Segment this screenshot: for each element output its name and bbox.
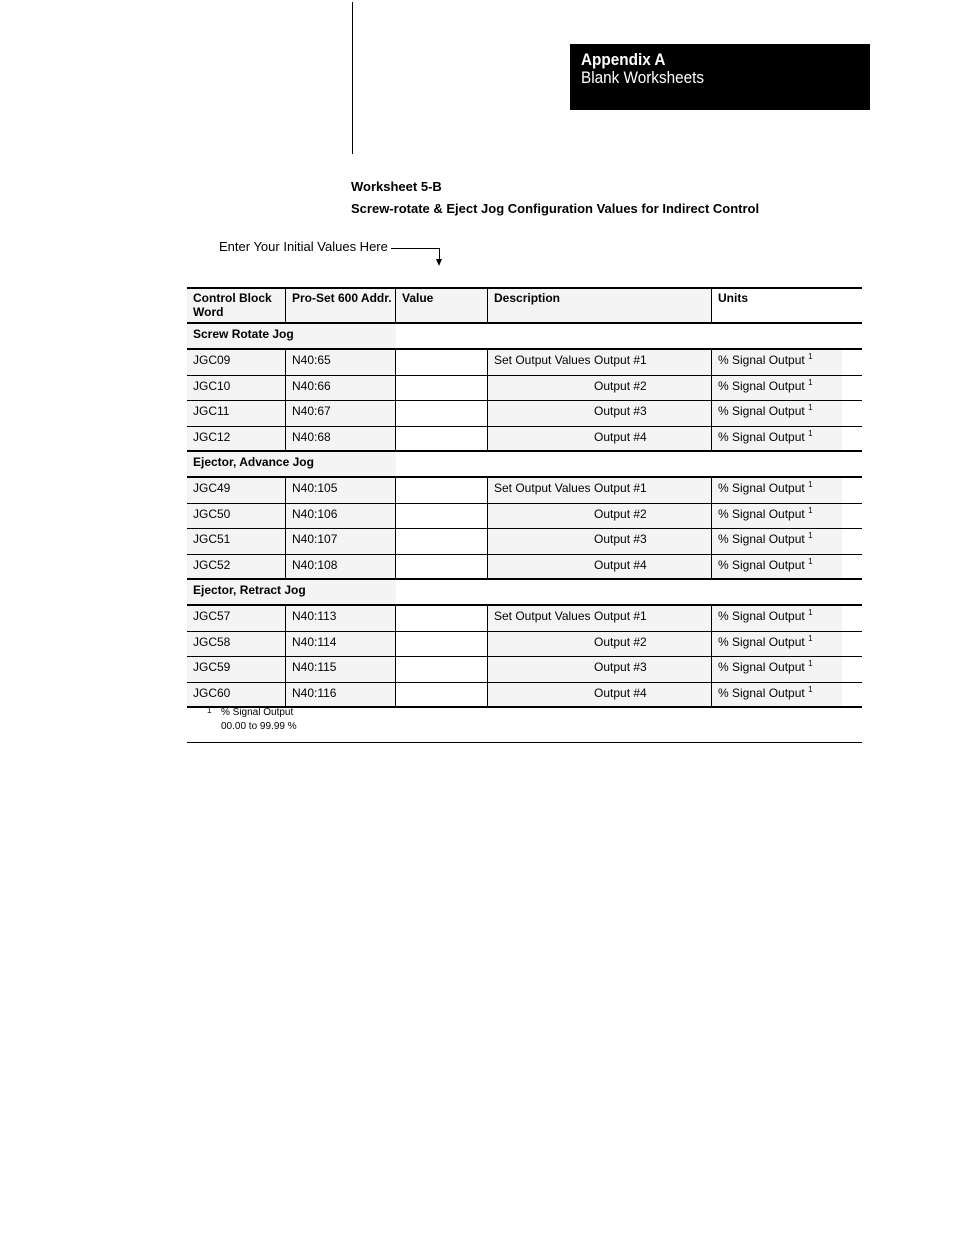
footnote-ref: 1 (808, 505, 813, 515)
control-block-word: JGC59 (187, 657, 286, 682)
footnote-ref: 1 (808, 428, 813, 438)
group-row (187, 324, 862, 350)
description-cell (488, 401, 712, 426)
units-text: % Signal Output (718, 634, 805, 649)
units-text: % Signal Output (718, 532, 805, 546)
table-row (187, 606, 862, 632)
footnote-ref: 1 (808, 556, 813, 566)
proset-address: N40:106 (286, 504, 396, 529)
margin-rule (352, 2, 353, 154)
control-block-word: JGC50 (187, 504, 286, 529)
description-prefix: Set Output Values (494, 481, 591, 495)
output-number: Output #2 (594, 378, 647, 393)
output-number: Output #3 (594, 532, 647, 546)
output-number: Output #4 (594, 685, 647, 700)
group-spacer (396, 324, 862, 348)
footnote (187, 702, 862, 743)
output-number: Output #3 (594, 660, 647, 674)
description-prefix: Set Output Values (494, 353, 591, 367)
column-header-units: Units (718, 291, 748, 305)
output-number: Output #1 (594, 609, 647, 623)
group-label: Screw Rotate Jog (187, 324, 396, 348)
value-entry-field[interactable] (396, 555, 488, 579)
group-spacer (396, 452, 862, 476)
description-cell (488, 529, 712, 554)
proset-address: N40:116 (286, 683, 396, 707)
value-entry-field[interactable] (396, 529, 488, 554)
value-entry-field[interactable] (396, 350, 488, 375)
group-row (187, 580, 862, 606)
description-cell (488, 555, 712, 579)
column-header-control-block-word: Control Block Word (187, 289, 286, 322)
description-cell (488, 504, 712, 529)
control-block-word: JGC12 (187, 427, 286, 451)
footnote-ref: 1 (808, 659, 813, 668)
proset-address: N40:66 (286, 376, 396, 401)
group-spacer (396, 580, 862, 604)
description-cell (488, 657, 712, 682)
value-entry-field[interactable] (396, 401, 488, 426)
output-number: Output #1 (594, 481, 647, 495)
table-row (187, 504, 862, 530)
control-block-word: JGC52 (187, 555, 286, 579)
units-text: % Signal Output (718, 660, 805, 674)
table-row (187, 529, 862, 555)
units-cell (712, 529, 842, 554)
proset-address: N40:105 (286, 478, 396, 503)
units-cell (712, 478, 842, 503)
description-cell (488, 632, 712, 657)
output-number: Output #3 (594, 404, 647, 418)
table-row (187, 657, 862, 683)
proset-address: N40:114 (286, 632, 396, 657)
footnote-ref: 1 (808, 352, 813, 361)
units-cell (712, 504, 842, 529)
column-header-value: Value (396, 289, 488, 322)
proset-address: N40:65 (286, 350, 396, 375)
units-text: % Signal Output (718, 429, 805, 444)
column-header-description: Description (488, 289, 712, 322)
control-block-word: JGC10 (187, 376, 286, 401)
units-text: % Signal Output (718, 685, 805, 700)
units-cell (712, 555, 842, 579)
value-entry-field[interactable] (396, 632, 488, 657)
value-entry-field[interactable] (396, 606, 488, 631)
units-cell (712, 427, 842, 451)
footnote-ref: 1 (808, 531, 813, 540)
footnote-ref: 1 (808, 684, 813, 694)
description-cell (488, 606, 712, 631)
group-label: Ejector, Retract Jog (187, 580, 396, 604)
output-number: Output #1 (594, 353, 647, 367)
worksheet-title: Screw-rotate & Eject Jog Configuration Values for Indirect Control (351, 201, 760, 216)
proset-address: N40:67 (286, 401, 396, 426)
footnote-marker: 1 (207, 706, 212, 715)
footnote-ref: 1 (808, 633, 813, 643)
control-block-word: JGC57 (187, 606, 286, 631)
description-cell (488, 427, 712, 451)
output-number: Output #4 (594, 429, 647, 444)
output-number: Output #2 (594, 506, 647, 521)
value-entry-field[interactable] (396, 376, 488, 401)
description-cell (488, 350, 712, 375)
footnote-ref: 1 (808, 377, 813, 387)
control-block-word: JGC51 (187, 529, 286, 554)
arrow-down-icon (436, 259, 442, 266)
column-header-address: Pro-Set 600 Addr. (286, 289, 396, 322)
table-row (187, 427, 862, 453)
appendix-label: Appendix A (581, 50, 666, 69)
control-block-word: JGC09 (187, 350, 286, 375)
proset-address: N40:107 (286, 529, 396, 554)
units-text: % Signal Output (718, 609, 805, 623)
value-entry-field[interactable] (396, 504, 488, 529)
description-prefix: Set Output Values (494, 609, 591, 623)
worksheet-number: Worksheet 5-B (351, 179, 442, 194)
callout-arrow-line (391, 248, 440, 249)
table-row (187, 555, 862, 581)
footnote-line-2: 00.00 to 99.99 % (221, 721, 297, 732)
output-number: Output #2 (594, 634, 647, 649)
units-cell (712, 401, 842, 426)
units-cell (712, 376, 842, 401)
value-entry-field[interactable] (396, 478, 488, 503)
control-block-word: JGC11 (187, 401, 286, 426)
configuration-table (187, 287, 862, 708)
proset-address: N40:108 (286, 555, 396, 579)
control-block-word: JGC49 (187, 478, 286, 503)
units-text: % Signal Output (718, 506, 805, 521)
units-cell (712, 606, 842, 631)
table-row (187, 376, 862, 402)
value-entry-field[interactable] (396, 427, 488, 451)
units-text: % Signal Output (718, 378, 805, 393)
units-cell (712, 632, 842, 657)
group-label: Ejector, Advance Jog (187, 452, 396, 476)
description-cell (488, 376, 712, 401)
control-block-word: JGC58 (187, 632, 286, 657)
appendix-subtitle: Blank Worksheets (581, 68, 705, 87)
table-row (187, 478, 862, 504)
table-header (187, 287, 862, 324)
footnote-ref: 1 (808, 608, 813, 617)
table-row (187, 401, 862, 427)
units-text: % Signal Output (718, 557, 805, 572)
proset-address: N40:113 (286, 606, 396, 631)
units-text: % Signal Output (718, 481, 805, 495)
value-entry-field[interactable] (396, 657, 488, 682)
units-text: % Signal Output (718, 353, 805, 367)
output-number: Output #4 (594, 557, 647, 572)
initial-values-callout: Enter Your Initial Values Here (219, 239, 388, 254)
footnote-line-1: % Signal Output (221, 707, 294, 718)
table-row (187, 350, 862, 376)
appendix-header (570, 44, 870, 110)
group-row (187, 452, 862, 478)
units-text: % Signal Output (718, 404, 805, 418)
table-row (187, 632, 862, 658)
description-cell (488, 478, 712, 503)
units-cell (712, 657, 842, 682)
control-block-word: JGC60 (187, 683, 286, 707)
proset-address: N40:115 (286, 657, 396, 682)
footnote-ref: 1 (808, 480, 813, 489)
units-cell (712, 350, 842, 375)
proset-address: N40:68 (286, 427, 396, 451)
footnote-ref: 1 (808, 403, 813, 412)
